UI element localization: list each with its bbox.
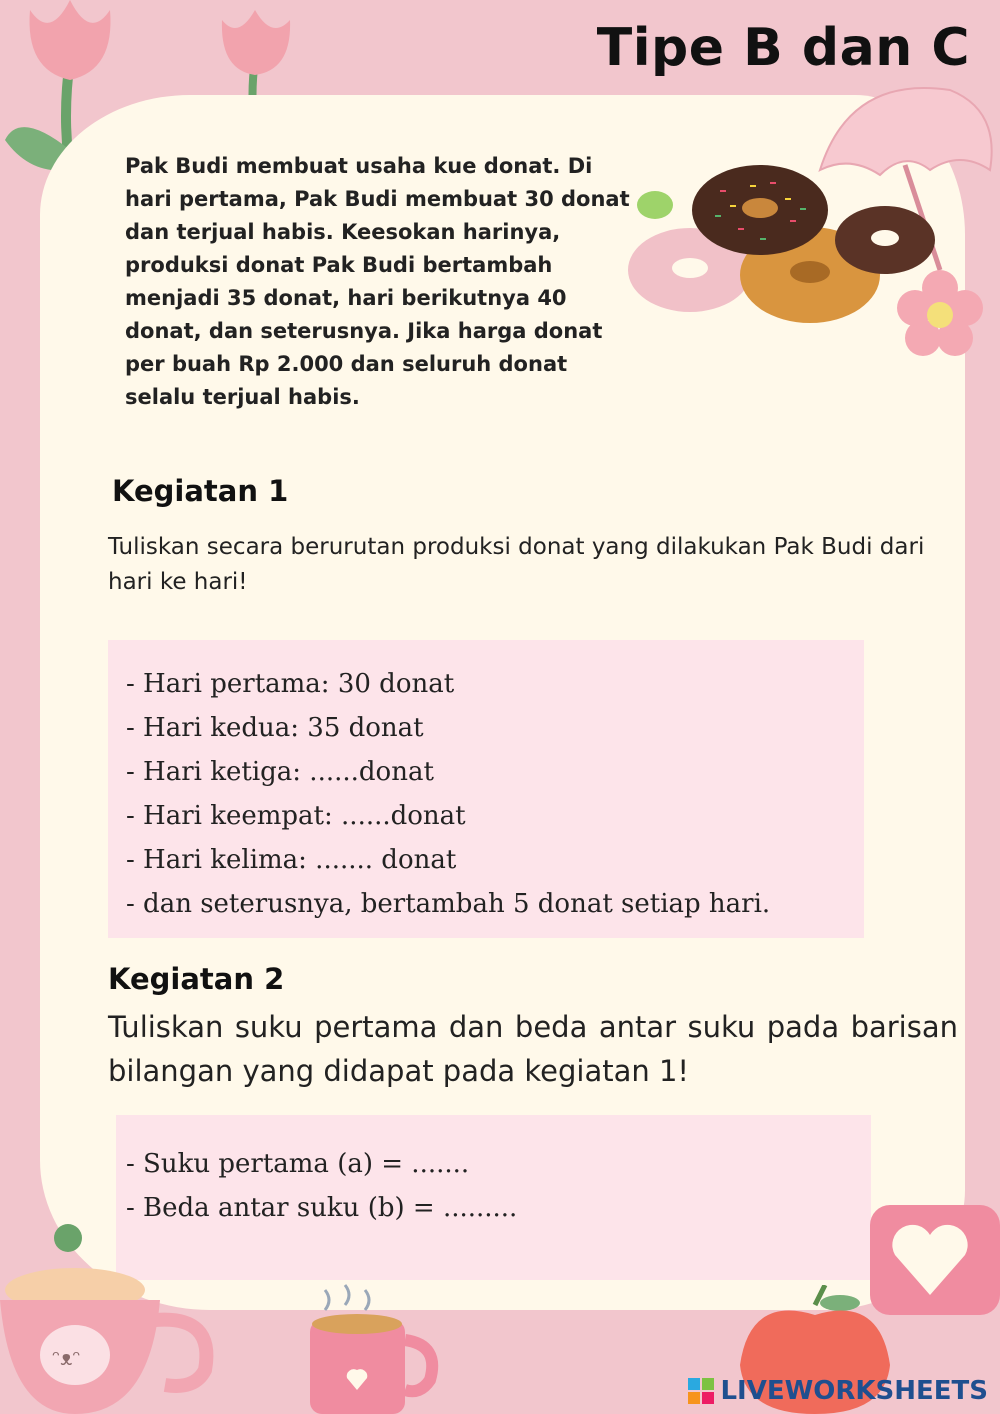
donut-image (620, 160, 940, 330)
kegiatan1-heading: Kegiatan 1 (112, 474, 289, 508)
list-item: - Hari kedua: 35 donat (126, 713, 424, 743)
list-item: - Hari kelima: ....... donat (126, 845, 457, 875)
list-item: - Suku pertama (a) = ....... (126, 1149, 470, 1179)
mug-icon (300, 1280, 440, 1414)
liveworksheets-brand[interactable]: LIVEWORKSHEETS (720, 1376, 988, 1406)
liveworksheets-logo-icon (688, 1378, 714, 1404)
liveworksheets-logo (688, 1376, 988, 1406)
svg-text:ᵔᴥᵔ: ᵔᴥᵔ (52, 1346, 81, 1370)
list-item: - Hari ketiga: ......donat (126, 757, 434, 787)
teapot-icon (0, 1220, 230, 1414)
story-paragraph: Pak Budi membuat usaha kue donat. Di hari pertama, Pak Budi membuat 30 donat dan terjual habis. Keesokan harinya, produksi donat Pak Budi bertambah menjadi 35 donat, hari berikutnya 40 donat, dan seterusnya. Jika harga donat per buah Rp 2.000 dan seluruh donat selalu terjual habis. (125, 154, 630, 409)
kegiatan2-instruction: Tuliskan suku pertama dan beda antar suku pada barisan bilangan yang didapat pada kegiatan 1! (108, 1010, 958, 1088)
list-item: - Hari keempat: ......donat (126, 801, 466, 831)
list-item: - dan seterusnya, bertambah 5 donat setiap hari. (126, 889, 771, 919)
list-item: - Beda antar suku (b) = ......... (126, 1193, 518, 1223)
page-title: Tipe B dan C (596, 18, 970, 78)
kegiatan2-heading: Kegiatan 2 (108, 962, 285, 996)
kegiatan1-instruction: Tuliskan secara berurutan produksi donat yang dilakukan Pak Budi dari hari ke hari! (108, 534, 925, 595)
list-item: - Hari pertama: 30 donat (126, 669, 455, 699)
kegiatan1-answer-box (108, 640, 864, 938)
